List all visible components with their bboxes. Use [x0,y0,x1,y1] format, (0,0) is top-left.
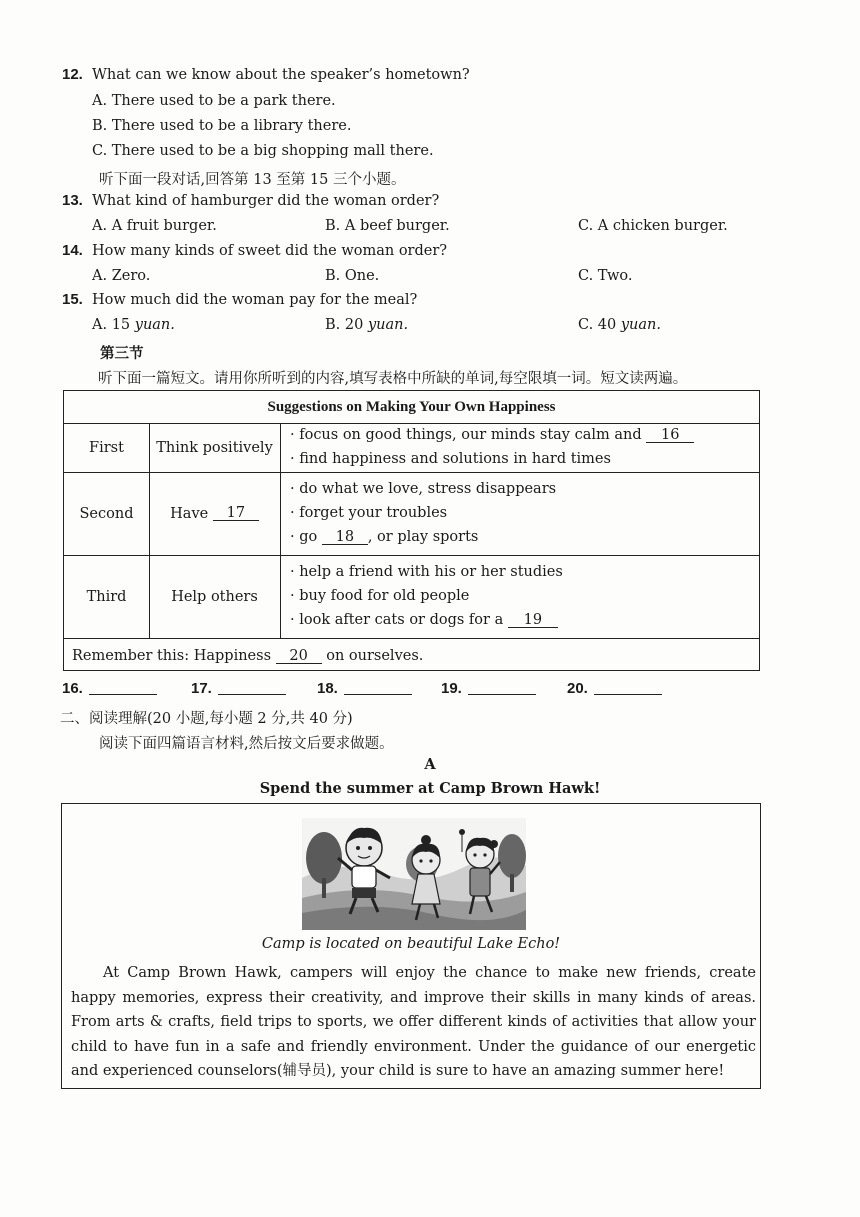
option-a: A. 15 yuan. [92,317,175,333]
option-c: C. Two. [578,268,633,284]
option-c: C. A chicken burger. [578,218,728,234]
camp-kids-illustration [302,818,526,930]
blank-16: 16 [646,428,694,443]
answer-blanks [62,680,762,700]
table-title: Suggestions on Making Your Own Happiness [267,398,556,415]
question-number: 12. [62,66,83,83]
section-instruction: 听下面一篇短文。请用你所听到的内容,填写表格中所缺的单词,每空限填一词。短文读两遍。 [98,371,688,387]
blank-17: 17 [213,506,259,521]
suggestions-table [63,390,760,671]
blank-18: 18 [322,530,368,545]
table-bullet: · look after cats or dogs for a 19 [290,612,558,628]
passage-box [61,803,761,1089]
option-a: A. A fruit burger. [92,218,217,234]
question-number: 15. [62,291,83,308]
listening-instruction: 听下面一段对话,回答第 13 至第 15 三个小题。 [99,172,406,188]
answer-blank-18[interactable]: 18. [317,680,412,697]
table-step: First [89,439,124,456]
passage-title: Spend the summer at Camp Brown Hawk! [259,780,601,797]
table-bullet: · help a friend with his or her studies [290,564,563,580]
table-bullet: · go 18 , or play sports [290,529,479,545]
table-step: Second [79,505,134,522]
answer-blank-16[interactable]: 16. [62,680,157,697]
option-a: A. There used to be a park there. [92,93,336,109]
option-b: B. 20 yuan. [325,317,409,333]
table-step: Third [86,588,127,605]
answer-blank-19[interactable]: 19. [441,680,536,697]
option-b: B. There used to be a library there. [92,118,352,134]
answer-blank-20[interactable]: 20. [567,680,662,697]
question-text: How many kinds of sweet did the woman order? [92,243,448,259]
table-action: Think positively [156,439,273,456]
answer-blank-17[interactable]: 17. [191,680,286,697]
table-bullet: · forget your troubles [290,505,448,521]
question-number: 13. [62,192,83,209]
passage-letter: A [424,756,436,773]
table-bullet: · buy food for old people [290,588,470,604]
table-bullet: · find happiness and solutions in hard times [290,451,611,467]
part-heading: 二、阅读理解(20 小题,每小题 2 分,共 40 分) [60,711,353,727]
part-instruction: 阅读下面四篇语言材料,然后按文后要求做题。 [99,736,394,752]
option-b: B. A beef burger. [325,218,450,234]
blank-20: 20 [276,649,322,664]
question-text: What can we know about the speaker’s hometown? [92,67,470,83]
blank-19: 19 [508,613,558,628]
question-text: What kind of hamburger did the woman order? [92,193,440,209]
table-action: Have 17 [149,472,280,555]
table-action: Help others [171,588,258,605]
question-number: 14. [62,242,83,259]
table-remember: Remember this: Happiness 20 on ourselves. [72,648,424,664]
table-bullet: · do what we love, stress disappears [290,481,557,497]
option-c: C. 40 yuan. [578,317,661,333]
option-c: C. There used to be a big shopping mall there. [92,143,434,159]
option-a: A. Zero. [92,268,151,284]
option-b: B. One. [325,268,380,284]
image-caption: Camp is located on beautiful Lake Echo! [261,936,561,952]
passage-text: At Camp Brown Hawk, campers will enjoy the chance to make new friends, create happy memories, express their creativity, and improve their skills in many kinds of areas. From arts & crafts, field trips to sports, we offer different kinds of activities that allow your child to have fun in a safe and friendly environment. Under the guidance of our energetic and experienced counselors(辅导员), your child is sure to have an amazing summer here! [71,965,756,1080]
question-text: How much did the woman pay for the meal? [92,292,418,308]
section-title: 第三节 [100,345,144,362]
table-bullet: · focus on good things, our minds stay calm and 16 [290,427,694,443]
